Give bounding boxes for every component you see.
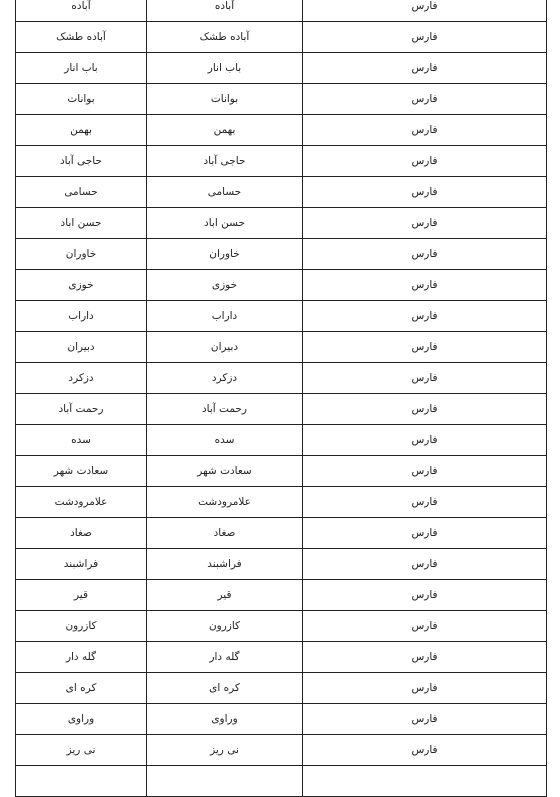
city-name-cell: قیر <box>147 580 303 611</box>
city-name-secondary-cell: بوانات <box>16 84 147 115</box>
table-row <box>16 115 547 146</box>
city-name-secondary-cell: گله دار <box>16 642 147 673</box>
table-row <box>16 332 547 363</box>
city-name-secondary-cell: حسن اباد <box>16 208 147 239</box>
city-name-secondary-cell: علامرودشت <box>16 487 147 518</box>
city-name-cell: باب انار <box>147 53 303 84</box>
city-name-secondary-cell: خاوران <box>16 239 147 270</box>
province-cell: فارس <box>303 704 547 735</box>
city-name-secondary-cell: حاجی آباد <box>16 146 147 177</box>
province-cell <box>303 766 547 797</box>
province-cell: فارس <box>303 239 547 270</box>
province-cell: فارس <box>303 549 547 580</box>
province-cell: فارس <box>303 332 547 363</box>
province-cell: فارس <box>303 394 547 425</box>
province-cell: فارس <box>303 84 547 115</box>
city-name-cell: حاجی آباد <box>147 146 303 177</box>
city-name-secondary-cell: قیر <box>16 580 147 611</box>
data-table-container <box>15 0 546 797</box>
table-row <box>16 456 547 487</box>
city-name-cell: خوزی <box>147 270 303 301</box>
city-name-cell: علامرودشت <box>147 487 303 518</box>
province-cell: فارس <box>303 208 547 239</box>
city-name-cell: سعادت شهر <box>147 456 303 487</box>
table-row <box>16 425 547 456</box>
province-cell: فارس <box>303 673 547 704</box>
province-cell: فارس <box>303 580 547 611</box>
province-cell: فارس <box>303 53 547 84</box>
city-name-secondary-cell: رحمت آباد <box>16 394 147 425</box>
city-name-cell: نی ریز <box>147 735 303 766</box>
city-name-cell: آباده طشک <box>147 22 303 53</box>
city-name-secondary-cell: فراشبند <box>16 549 147 580</box>
city-name-secondary-cell: دزکرد <box>16 363 147 394</box>
city-name-secondary-cell: حسامی <box>16 177 147 208</box>
city-name-cell: دزکرد <box>147 363 303 394</box>
province-cell: فارس <box>303 456 547 487</box>
city-name-secondary-cell: خوزی <box>16 270 147 301</box>
city-name-cell: کازرون <box>147 611 303 642</box>
table-row <box>16 53 547 84</box>
table-row <box>16 301 547 332</box>
table-row <box>16 22 547 53</box>
city-name-secondary-cell: وراوی <box>16 704 147 735</box>
province-cell: فارس <box>303 270 547 301</box>
table-row <box>16 239 547 270</box>
city-name-cell: آباده <box>147 0 303 22</box>
city-name-cell: خاوران <box>147 239 303 270</box>
city-name-secondary-cell: آباده طشک <box>16 22 147 53</box>
table-row <box>16 766 547 797</box>
city-name-secondary-cell: سده <box>16 425 147 456</box>
table-row <box>16 518 547 549</box>
table-row <box>16 363 547 394</box>
city-name-secondary-cell: کازرون <box>16 611 147 642</box>
city-name-cell: داراب <box>147 301 303 332</box>
city-name-secondary-cell: بهمن <box>16 115 147 146</box>
table-row <box>16 673 547 704</box>
city-name-secondary-cell: نی ریز <box>16 735 147 766</box>
table-row <box>16 580 547 611</box>
table-row <box>16 146 547 177</box>
city-name-cell: دبیران <box>147 332 303 363</box>
table-row <box>16 735 547 766</box>
table-row <box>16 208 547 239</box>
city-name-secondary-cell: سعادت شهر <box>16 456 147 487</box>
province-cell: فارس <box>303 301 547 332</box>
city-name-cell: گله دار <box>147 642 303 673</box>
city-name-secondary-cell: صغاد <box>16 518 147 549</box>
city-name-cell: حسن اباد <box>147 208 303 239</box>
table-row <box>16 487 547 518</box>
city-name-cell: صغاد <box>147 518 303 549</box>
table-row <box>16 642 547 673</box>
city-name-secondary-cell: دبیران <box>16 332 147 363</box>
province-cell: فارس <box>303 363 547 394</box>
city-name-secondary-cell: کره ای <box>16 673 147 704</box>
city-name-secondary-cell: داراب <box>16 301 147 332</box>
province-cell: فارس <box>303 0 547 22</box>
city-name-secondary-cell <box>16 766 147 797</box>
table-row <box>16 704 547 735</box>
city-name-cell: بهمن <box>147 115 303 146</box>
province-cell: فارس <box>303 177 547 208</box>
table-row <box>16 394 547 425</box>
city-name-cell: کره ای <box>147 673 303 704</box>
cities-table <box>15 0 547 797</box>
city-name-cell: فراشبند <box>147 549 303 580</box>
city-name-secondary-cell: آباده <box>16 0 147 22</box>
province-cell: فارس <box>303 735 547 766</box>
city-name-cell: بوانات <box>147 84 303 115</box>
province-cell: فارس <box>303 146 547 177</box>
city-name-cell: رحمت آباد <box>147 394 303 425</box>
province-cell: فارس <box>303 425 547 456</box>
city-name-secondary-cell: باب انار <box>16 53 147 84</box>
table-row <box>16 611 547 642</box>
table-row <box>16 84 547 115</box>
city-name-cell: سده <box>147 425 303 456</box>
city-name-cell <box>147 766 303 797</box>
city-name-cell: حسامی <box>147 177 303 208</box>
province-cell: فارس <box>303 115 547 146</box>
table-row <box>16 549 547 580</box>
table-row <box>16 270 547 301</box>
table-row <box>16 177 547 208</box>
province-cell: فارس <box>303 642 547 673</box>
table-row <box>16 0 547 22</box>
province-cell: فارس <box>303 487 547 518</box>
province-cell: فارس <box>303 22 547 53</box>
province-cell: فارس <box>303 611 547 642</box>
table-body <box>16 0 547 797</box>
province-cell: فارس <box>303 518 547 549</box>
city-name-cell: وراوی <box>147 704 303 735</box>
